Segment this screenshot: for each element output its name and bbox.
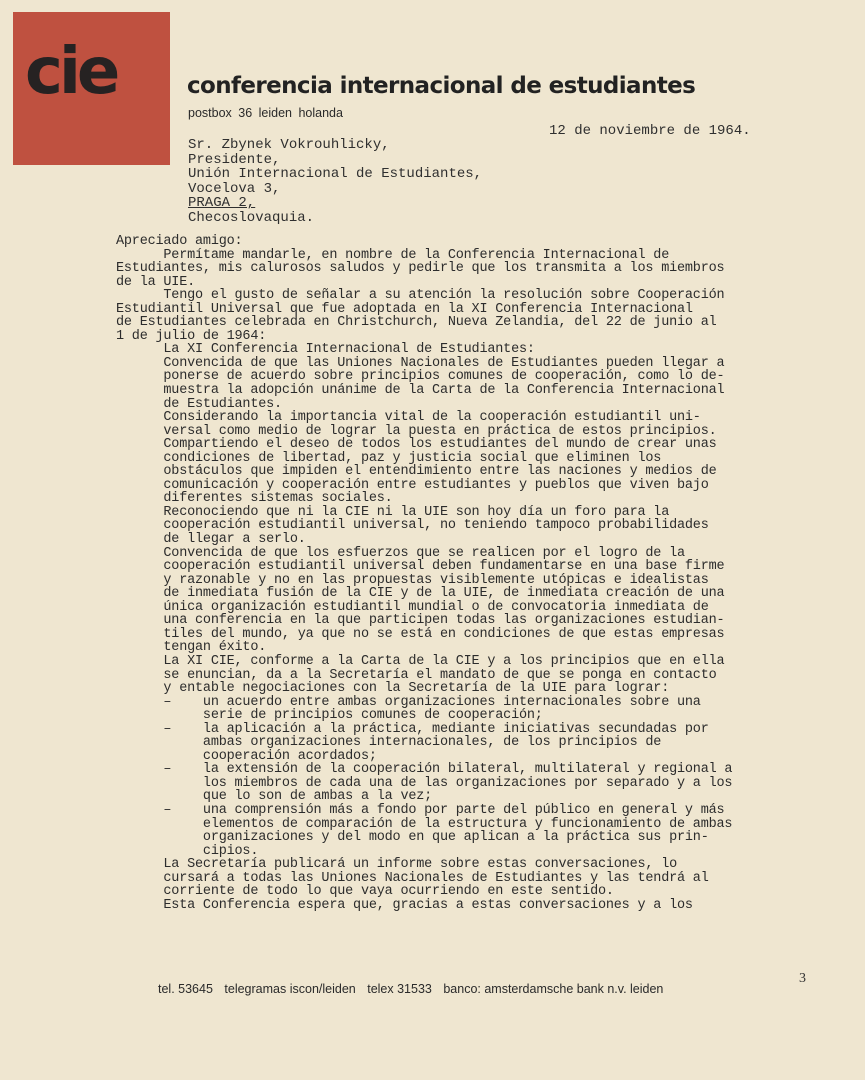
body-line: Tengo el gusto de señalar a su atención la resolución sobre Cooperación bbox=[116, 288, 725, 304]
body-line: una conferencia en la que participen todas las organizaciones estudian- bbox=[116, 613, 725, 629]
body-line: Reconociendo que ni la CIE ni la UIE son hoy día un foro para la bbox=[116, 504, 670, 520]
letter-date: 12 de noviembre de 1964. bbox=[549, 123, 751, 139]
body-line: muestra la adopción unánime de la Carta de la Conferencia Internacional bbox=[116, 383, 725, 399]
recipient-line: Sr. Zbynek Vokrouhlicky, bbox=[188, 137, 390, 153]
body-line: obstáculos que impiden el entendimiento entre las naciones y medios de bbox=[116, 464, 717, 480]
body-line: Considerando la importancia vital de la cooperación estudiantil uni- bbox=[116, 410, 701, 426]
body-line: de Estudiantes celebrada en Christchurch, Nueva Zelandia, del 22 de junio al bbox=[116, 315, 717, 331]
body-line: La XI CIE, conforme a la Carta de la CIE y a los principios que en ella bbox=[116, 653, 725, 669]
body-line: versal como medio de lograr la puesta en práctica de estos principios. bbox=[116, 423, 717, 439]
footer-telex: telex 31533 bbox=[367, 982, 432, 996]
body-line: ponerse de acuerdo sobre principios comunes de cooperación, como lo de- bbox=[116, 369, 725, 385]
logo-text: cie bbox=[25, 35, 117, 109]
body-line: Compartiendo el deseo de todos los estudiantes del mundo de crear unas bbox=[116, 437, 717, 453]
body-line: – la extensión de la cooperación bilateral, multilateral y regional a bbox=[116, 762, 733, 778]
body-line: corriente de todo lo que vaya ocurriendo en este sentido. bbox=[116, 884, 614, 900]
body-line: Permítame mandarle, en nombre de la Conferencia Internacional de bbox=[116, 247, 670, 263]
body-line: cipios. bbox=[116, 843, 259, 859]
letterhead-footer bbox=[158, 982, 671, 996]
body-line: Convencida de que los esfuerzos que se realicen por el logro de la bbox=[116, 545, 685, 561]
body-line: de la UIE. bbox=[116, 274, 196, 290]
body-line: cooperación estudiantil universal, no teniendo tampoco probabilidades bbox=[116, 518, 709, 534]
footer-telegram: telegramas iscon/leiden bbox=[224, 982, 356, 996]
body-line: de llegar a serlo. bbox=[116, 532, 306, 548]
body-line: única organización estudiantil mundial o de convocatoria inmediata de bbox=[116, 599, 709, 615]
body-line: La Secretaría publicará un informe sobre estas conversaciones, lo bbox=[116, 857, 677, 873]
body-line: 1 de julio de 1964: bbox=[116, 328, 267, 344]
body-line: Apreciado amigo: bbox=[116, 234, 243, 249]
body-line: tiles del mundo, ya que no se está en condiciones de que estas empresas bbox=[116, 626, 725, 642]
recipient-line: PRAGA 2, bbox=[188, 195, 256, 212]
body-line: cooperación estudiantil universal deben fundamentarse en una base firme bbox=[116, 559, 725, 575]
body-line: de inmediata fusión de la CIE y de la UIE, de inmediata creación de una bbox=[116, 586, 725, 602]
body-line: condiciones de libertad, paz y justicia social que eliminen los bbox=[116, 450, 662, 466]
footer-telephone: tel. 53645 bbox=[158, 982, 213, 996]
body-line: diferentes sistemas sociales. bbox=[116, 491, 393, 507]
recipient-line: Presidente, bbox=[188, 151, 281, 168]
body-line: tengan éxito. bbox=[116, 640, 267, 656]
body-line: serie de principios comunes de cooperación; bbox=[116, 708, 543, 724]
body-line: organizaciones y del modo en que aplican a la práctica sus prin- bbox=[116, 830, 709, 846]
body-line: cooperación acordados; bbox=[116, 748, 377, 764]
body-line: Convencida de que las Uniones Nacionales de Estudiantes pueden llegar a bbox=[116, 355, 725, 371]
footer-bank: banco: amsterdamsche bank n.v. leiden bbox=[443, 982, 664, 996]
body-line: La XI Conferencia Internacional de Estudiantes: bbox=[116, 342, 535, 358]
organization-name: conferencia internacional de estudiantes bbox=[187, 73, 696, 99]
cie-logo bbox=[13, 12, 170, 165]
body-line: – una comprensión más a fondo por parte del público en general y más bbox=[116, 802, 725, 818]
body-line: – un acuerdo entre ambas organizaciones internacionales sobre una bbox=[116, 694, 701, 710]
body-line: que lo son de ambas a la vez; bbox=[116, 789, 433, 805]
body-line: se enuncian, da a la Secretaría el mandato de que se ponga en contacto bbox=[116, 667, 717, 683]
body-line: elementos de comparación de la estructura y funcionamiento de ambas bbox=[116, 816, 733, 832]
body-line: Esta Conferencia espera que, gracias a estas conversaciones y a los bbox=[116, 897, 693, 913]
body-line: de Estudiantes. bbox=[116, 396, 282, 412]
recipient-line: Vocelova 3, bbox=[188, 180, 281, 197]
body-line: y razonable y no en las propuestas visiblemente utópicas e idealistas bbox=[116, 572, 709, 588]
recipient-line: Checoslovaquia. bbox=[188, 209, 315, 226]
body-line: y entable negociaciones con la Secretaría de la UIE para lograr: bbox=[116, 681, 670, 697]
body-line: Estudiantes, mis calurosos saludos y pedirle que los transmita a los miembros bbox=[116, 261, 725, 277]
letter-body bbox=[116, 235, 732, 912]
body-line: ambas organizaciones internacionales, de los principios de bbox=[116, 735, 662, 751]
body-line: – la aplicación a la práctica, mediante iniciativas secundadas por bbox=[116, 721, 709, 737]
body-line: los miembros de cada una de las organizaciones por separado y a los bbox=[116, 775, 733, 791]
body-line: Estudiantil Universal que fue adoptada en la XI Conferencia Internacional bbox=[116, 301, 693, 317]
body-line: comunicación y cooperación entre estudiantes y pueblos que viven bajo bbox=[116, 477, 709, 493]
recipient-line: Unión Internacional de Estudiantes, bbox=[188, 166, 483, 183]
organization-address: postbox 36 leiden holanda bbox=[188, 106, 343, 120]
page-number: 3 bbox=[799, 971, 806, 986]
recipient-address-block bbox=[188, 138, 482, 226]
body-line: cursará a todas las Uniones Nacionales de Estudiantes y las tendrá al bbox=[116, 870, 709, 886]
